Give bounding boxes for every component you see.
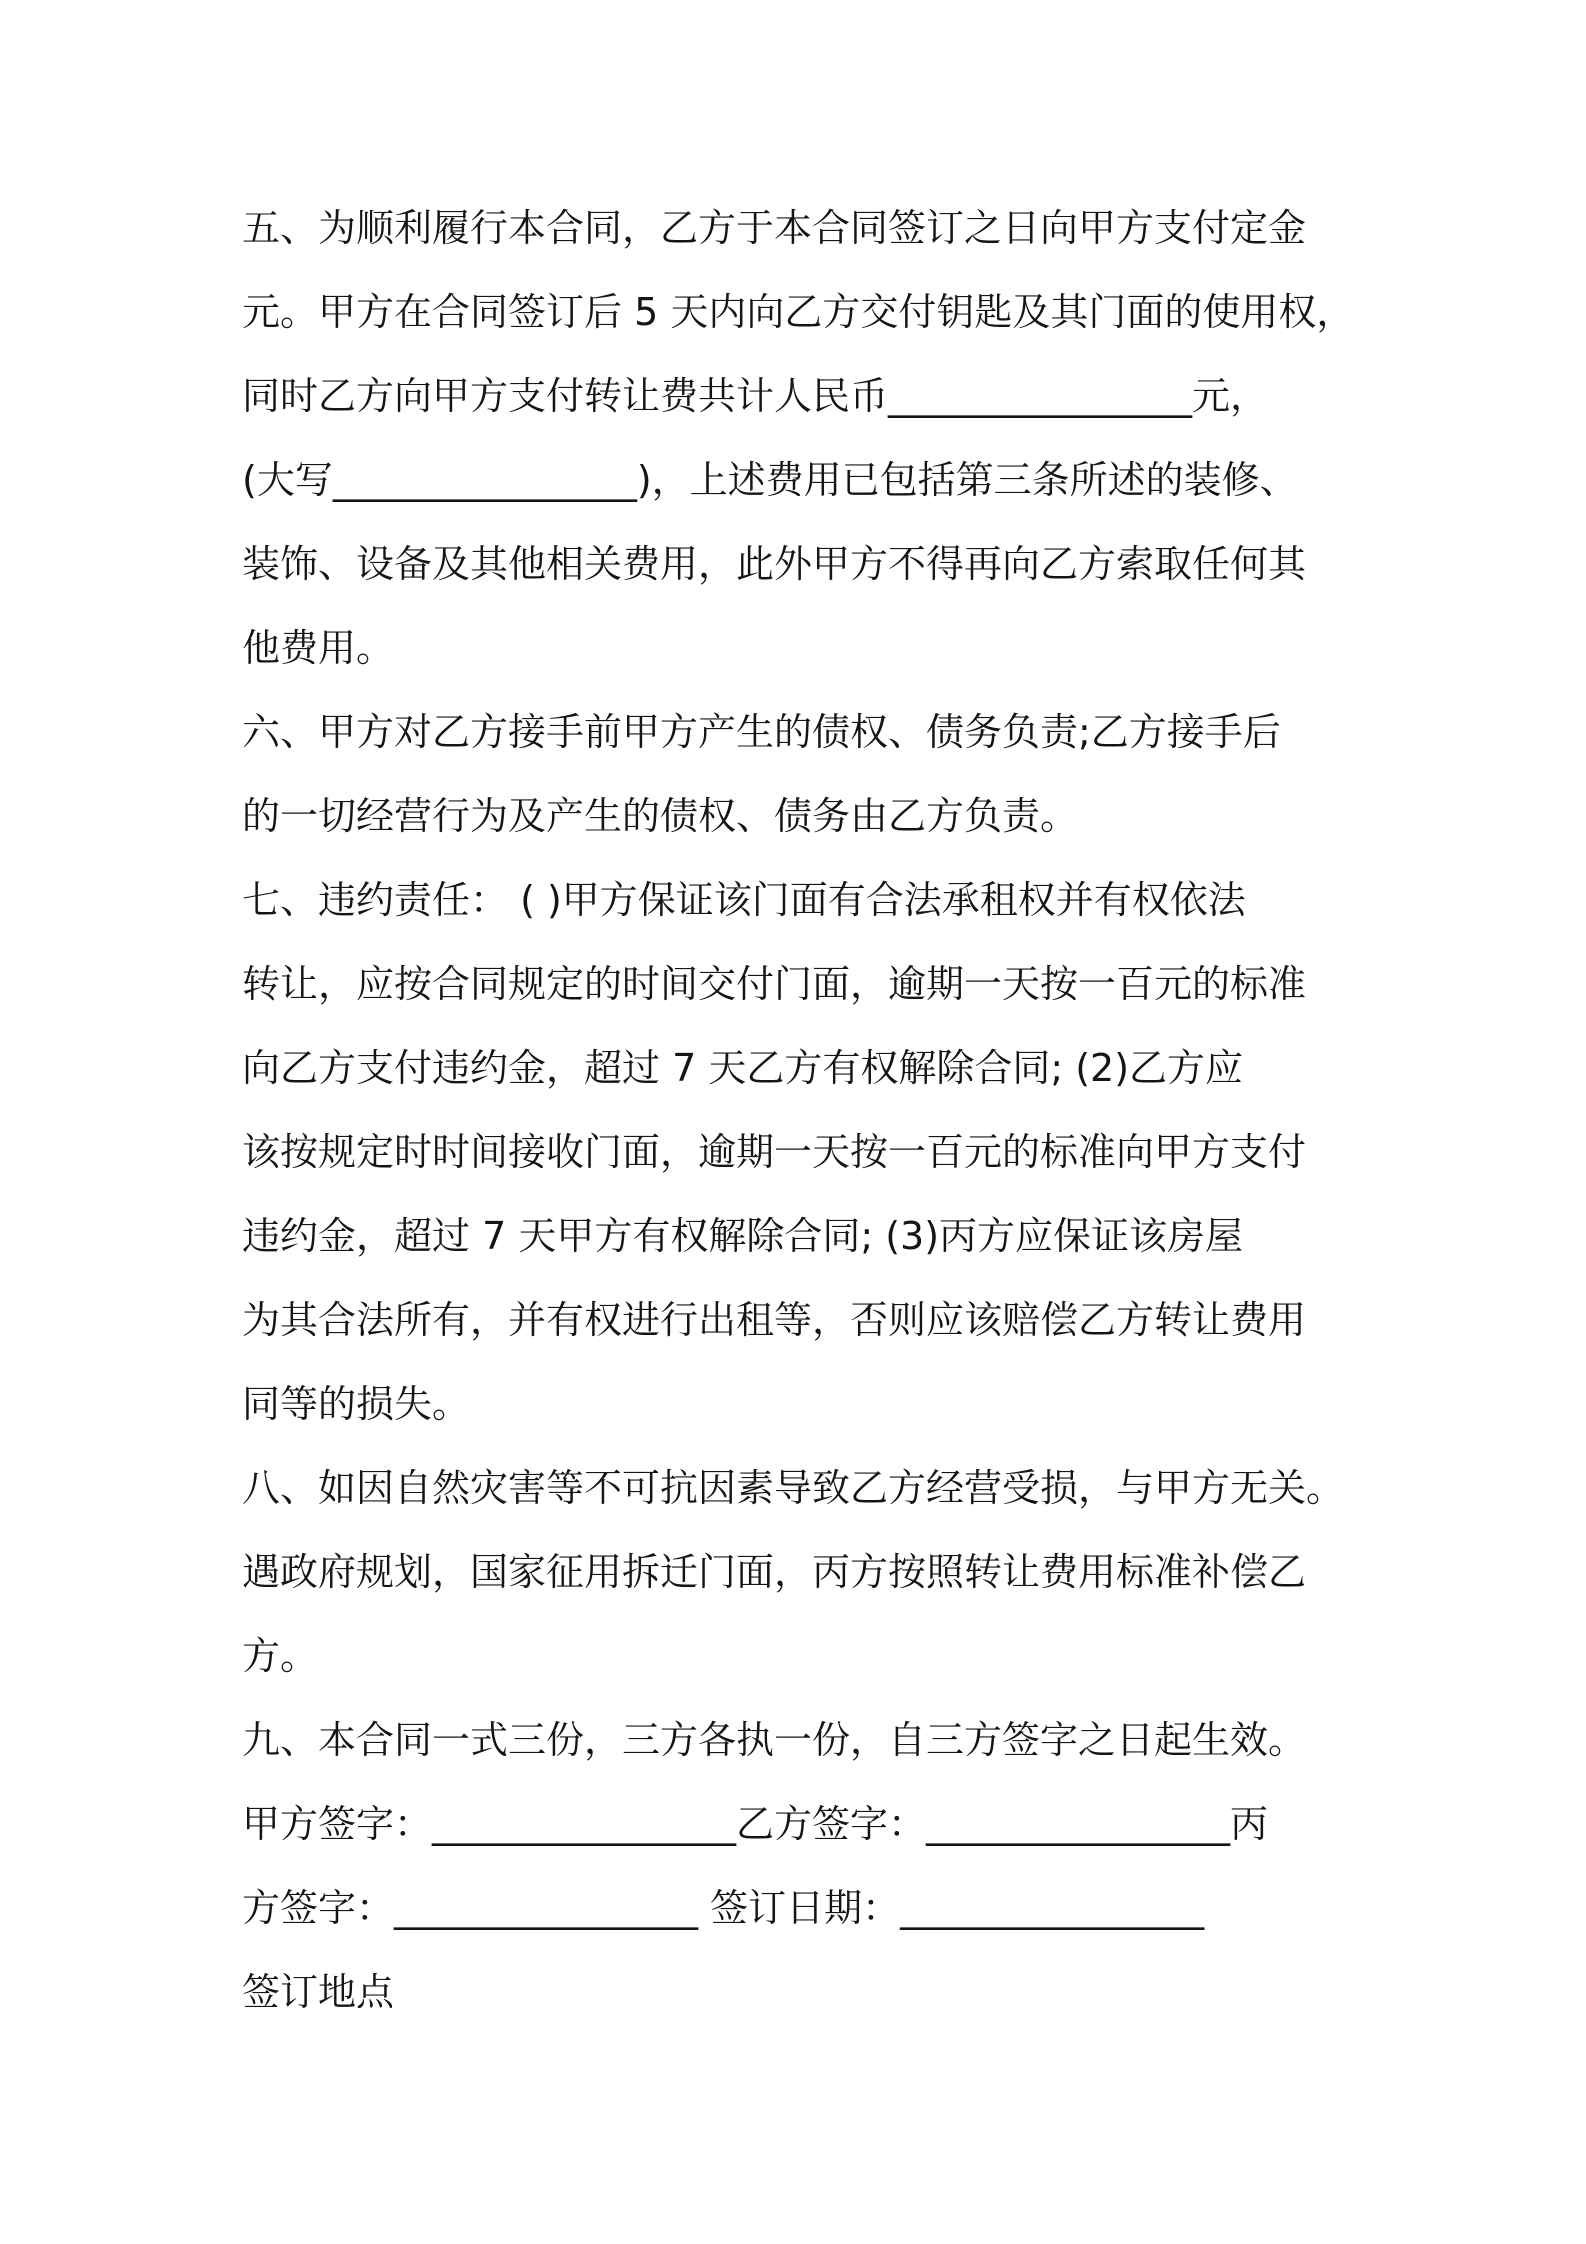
text-line-6: 他费用。 [242, 626, 395, 670]
text-line-10: 转让，应按合同规定的时间交付门面，逾期一天按一百元的标准 [242, 962, 1307, 1006]
text-line-16: 八、如因自然灾害等不可抗因素导致乙方经营受损，与甲方无关。 [242, 1466, 1345, 1510]
text-line-17: 遇政府规划，国家征用拆迁门面，丙方按照转让费用标准补偿乙 [242, 1550, 1307, 1594]
text-line-5: 装饰、设备及其他相关费用，此外甲方不得再向乙方索取任何其 [242, 542, 1307, 586]
text-line-13: 违约金，超过 7 天甲方有权解除合同; (3)丙方应保证该房屋 [242, 1214, 1244, 1258]
text-line-3: 同时乙方向甲方支付转让费共计人民币________________元， [242, 374, 1269, 418]
text-line-15: 同等的损失。 [242, 1382, 471, 1426]
text-line-12: 该按规定时时间接收门面，逾期一天按一百元的标准向甲方支付 [242, 1130, 1307, 1174]
text-line-1: 五、为顺利履行本合同，乙方于本合同签订之日向甲方支付定金 [242, 206, 1307, 250]
text-line-22: 签订地点 [242, 1970, 395, 2014]
text-line-14: 为其合法所有，并有权进行出租等，否则应该赔偿乙方转让费用 [242, 1298, 1307, 1342]
text-line-4: (大写________________)，上述费用已包括第三条所述的装修、 [242, 458, 1298, 502]
text-line-7: 六、甲方对乙方接手前甲方产生的债权、债务负责;乙方接手后 [242, 710, 1281, 754]
text-line-18: 方。 [242, 1634, 319, 1678]
text-line-11: 向乙方支付违约金，超过 7 天乙方有权解除合同; (2)乙方应 [242, 1046, 1244, 1090]
text-line-20: 甲方签字：________________乙方签字：________________丙 [242, 1802, 1269, 1846]
text-line-21: 方签字：________________ 签订日期：________________ [242, 1886, 1205, 1930]
text-line-8: 的一切经营行为及产生的债权、债务由乙方负责。 [242, 794, 1079, 838]
text-line-19: 九、本合同一式三份，三方各执一份，自三方签字之日起生效。 [242, 1718, 1307, 1762]
text-line-9: 七、违约责任： ( )甲方保证该门面有合法承租权并有权依法 [242, 878, 1246, 922]
text-line-2: 元。甲方在合同签订后 5 天内向乙方交付钥匙及其门面的使用权， [242, 290, 1355, 334]
